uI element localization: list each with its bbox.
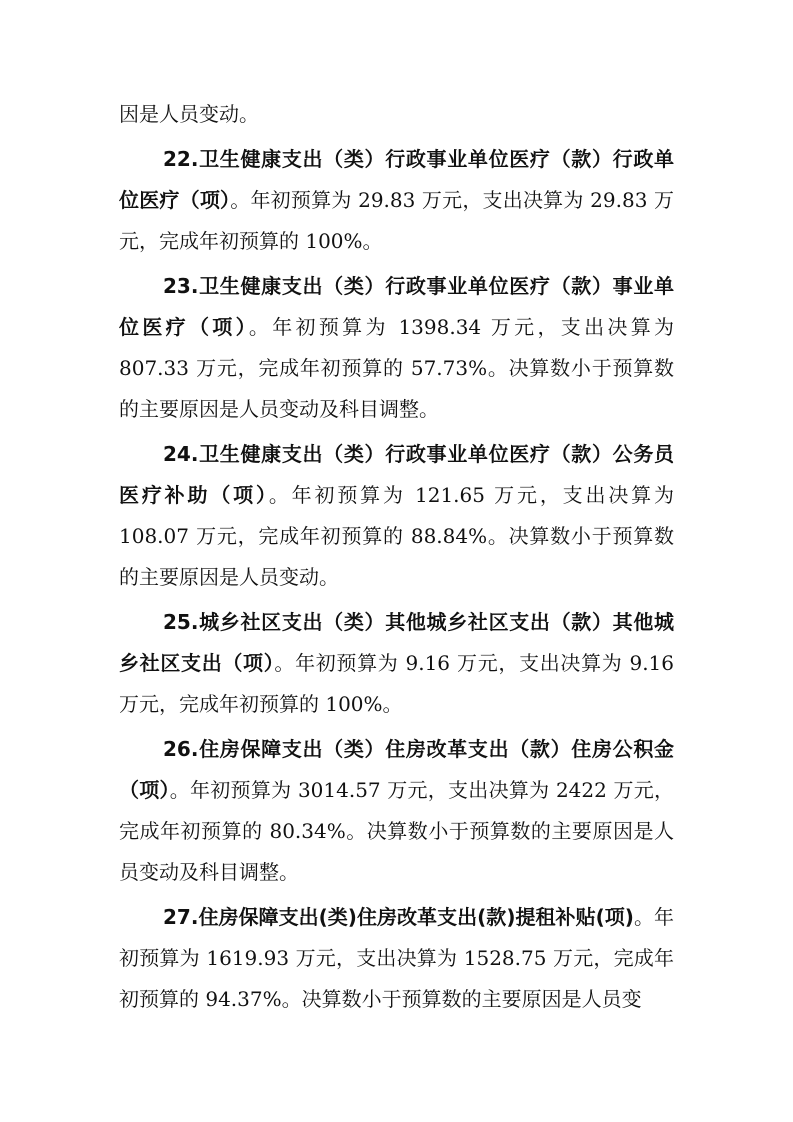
paragraph-body: 。年初预算为 1398.34 万元，支出决算为 807.33 万元，完成年初预算的 57.73%。决算数小于预算数的主要原因是人员变动及科目调整。 <box>119 315 675 421</box>
paragraph-heading: 26.住房保障支出（类）住房改革支出（款）住房公积金（项） <box>119 737 674 802</box>
paragraph-item-26 <box>119 729 674 893</box>
paragraph-item-24 <box>119 434 674 598</box>
paragraph-body: 。年初预算为 1619.93 万元，支出决算为 1528.75 万元，完成年初预算的 94.37%。决算数小于预算数的主要原因是人员变 <box>119 905 675 1011</box>
paragraph-body: 。年初预算为 29.83 万元，支出决算为 29.83 万元，完成年初预算的 100%。 <box>119 188 674 253</box>
paragraph-item-23 <box>119 266 674 430</box>
paragraph-body: 。年初预算为 121.65 万元，支出决算为 108.07 万元，完成年初预算的 88.84%。决算数小于预算数的主要原因是人员变动。 <box>119 483 674 589</box>
paragraph-continuation <box>119 94 674 135</box>
paragraph-body: 因是人员变动。 <box>119 102 259 126</box>
paragraph-heading: 22.卫生健康支出（类）行政事业单位医疗（款）行政单位医疗（项） <box>119 147 674 212</box>
paragraph-heading: 25.城乡社区支出（类）其他城乡社区支出（款）其他城乡社区支出（项） <box>119 610 674 675</box>
paragraph-item-27 <box>119 897 674 1020</box>
paragraph-item-25 <box>119 602 674 725</box>
paragraph-heading: 23.卫生健康支出（类）行政事业单位医疗（款）事业单位医疗（项） <box>119 274 674 339</box>
paragraph-body: 。年初预算为 3014.57 万元，支出决算为 2422 万元，完成年初预算的 80.34%。决算数小于预算数的主要原因是人员变动及科目调整。 <box>119 778 674 884</box>
paragraph-heading: 24.卫生健康支出（类）行政事业单位医疗（款）公务员医疗补助（项） <box>119 442 674 507</box>
paragraph-heading: 27.住房保障支出(类)住房改革支出(款)提租补贴(项) <box>163 905 634 929</box>
document-page <box>119 94 674 1024</box>
paragraph-item-22 <box>119 139 674 262</box>
paragraph-body: 。年初预算为 9.16 万元，支出决算为 9.16 万元，完成年初预算的 100%。 <box>119 651 675 716</box>
